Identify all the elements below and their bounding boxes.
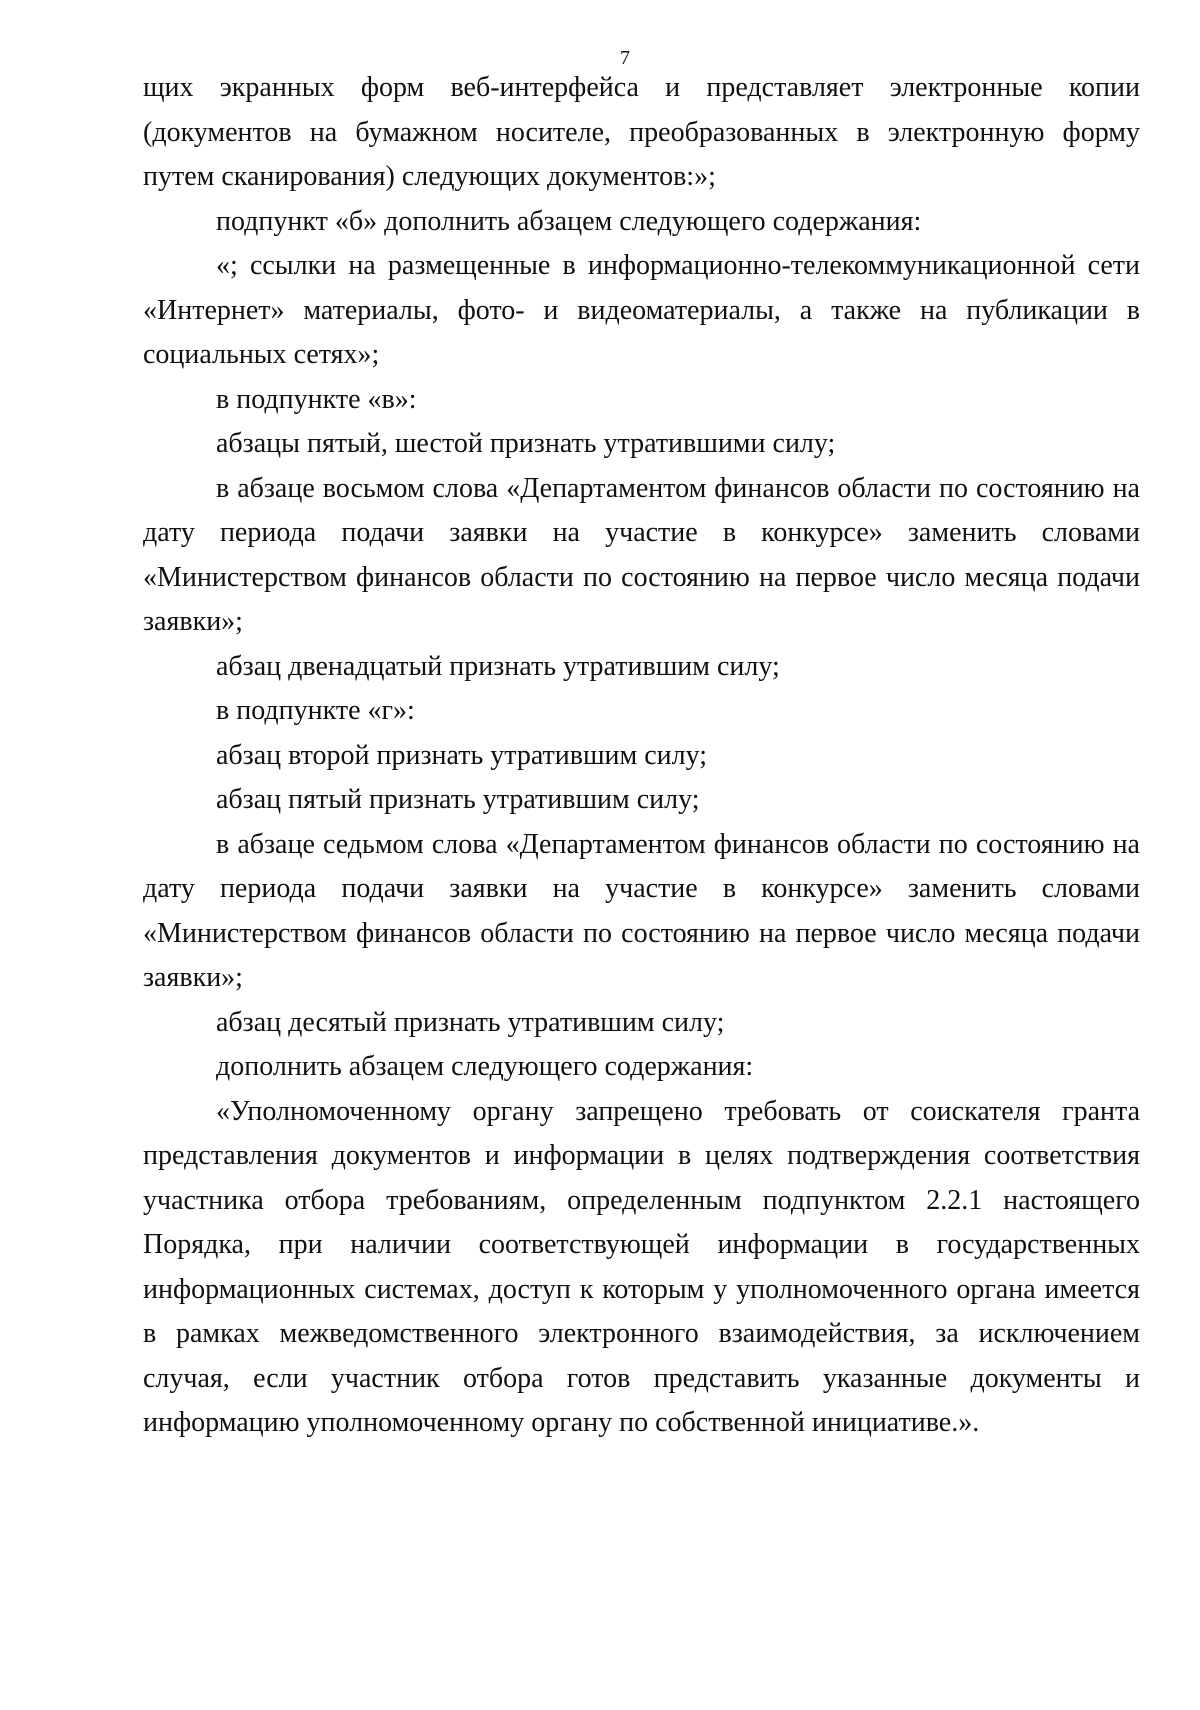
paragraph-internet-links: «; ссылки на размещенные в информационно-телекоммуникационной сети «Интернет» материалы, фото- и видеоматериалы, а также на публикации в социальных сетях»; (143, 250, 1140, 370)
paragraph-add-content: дополнить абзацем следующего содержания: (216, 1051, 754, 1082)
paragraph-repeal-fifth: абзац пятый признать утратившим силу; (216, 784, 700, 815)
page-number: 7 (620, 47, 630, 69)
paragraph-subitem-v-heading: в подпункте «в»: (216, 383, 417, 415)
paragraph-repeal-second: абзац второй признать утратившим силу; (216, 739, 708, 771)
paragraph-repeal-twelfth: абзац двенадцатый признать утратившим силу; (216, 650, 780, 682)
paragraph-continuation: щих экранных форм веб-интерфейса и представляет электронные копии (документов на бумажном носителе, преобразованных в электронную форму путем сканирования) следующих документов:»; (143, 72, 1140, 192)
paragraph-repeal-five-six: абзацы пятый, шестой признать утратившими силу; (216, 428, 836, 459)
paragraph-repeal-tenth: абзац десятый признать утратившим силу; (216, 1006, 725, 1038)
paragraph-amend-subitem-b: подпункт «б» дополнить абзацем следующего содержания: (216, 205, 922, 237)
paragraph-authority-prohibition: «Уполномоченному органу запрещено требовать от соискателя гранта представления документов и информации в целях подтверждения соответствия участника отбора требованиям, определенным подпунктом 2.2.1 настоящего Порядка, при наличии соответствующей информации в государственных информационных системах, доступ к которым у уполномоченного органа имеется в рамках межведомственного электронного взаимодействия, за исключением случая, если участник отбора готов представить указанные документы и информацию уполномоченному органу по собственной инициативе.». (143, 1095, 1140, 1438)
paragraph-eighth-replace: в абзаце восьмом слова «Департаментом финансов области по состоянию на дату периода подачи заявки на участие в конкурсе» заменить словами «Министерством финансов области по состоянию на первое число месяца подачи заявки»; (143, 472, 1140, 637)
paragraph-subitem-g-heading: в подпункте «г»: (216, 695, 415, 726)
document-body (143, 66, 1140, 1446)
paragraph-seventh-replace: в абзаце седьмом слова «Департаментом финансов области по состоянию на дату периода подачи заявки на участие в конкурсе» заменить словами «Министерством финансов области по состоянию на первое число месяца подачи заявки»; (143, 828, 1140, 993)
